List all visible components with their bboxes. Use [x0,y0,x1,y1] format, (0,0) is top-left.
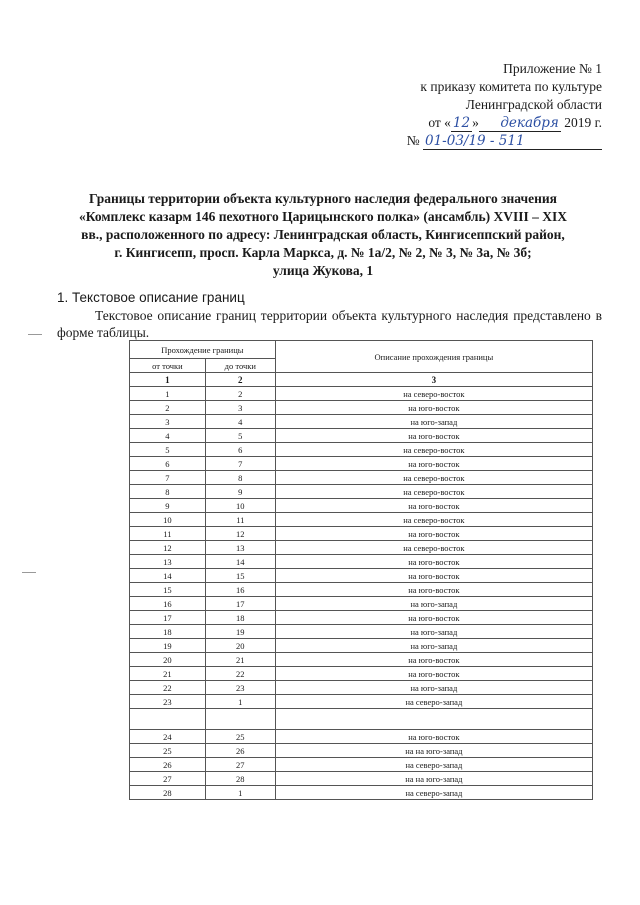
cell-from: 11 [130,527,206,541]
table-row [130,485,593,499]
cell-from: 25 [130,744,206,758]
cell-to: 19 [205,625,275,639]
date-day: 12 [452,115,471,131]
margin-mark [22,572,36,573]
cell-to: 27 [205,758,275,772]
cell-desc: на юго-запад [275,625,592,639]
cell-desc: на юго-восток [275,667,592,681]
cell-to: 2 [205,387,275,401]
table-row [130,625,593,639]
cell-to: 7 [205,457,275,471]
cell-desc: на юго-восток [275,583,592,597]
cell-desc: на северо-восток [275,513,592,527]
col-to-header: до точки [205,359,275,373]
table-row [130,653,593,667]
cell-desc: на юго-восток [275,611,592,625]
cell-from: 28 [130,786,206,800]
table-row [130,527,593,541]
cell-desc: на юго-восток [275,569,592,583]
cell-to: 8 [205,471,275,485]
order-number: № 01-03/19 - 511 [407,132,602,150]
table-row [130,387,593,401]
boundary-table [129,340,593,800]
table-gap-row [130,709,593,730]
cell-to: 28 [205,772,275,786]
table-row [130,758,593,772]
cell-from: 5 [130,443,206,457]
cell-from: 10 [130,513,206,527]
table-row [130,457,593,471]
cell-to: 23 [205,681,275,695]
cell-desc: на юго-запад [275,415,592,429]
cell-to: 21 [205,653,275,667]
table-row [130,695,593,709]
cell-from: 18 [130,625,206,639]
table-row [130,667,593,681]
cell-to: 15 [205,569,275,583]
cell-from: 12 [130,541,206,555]
region-name: Ленинградской области [465,97,602,112]
cell-from: 20 [130,653,206,667]
cell-desc: на юго-запад [275,597,592,611]
cell-to: 4 [205,415,275,429]
cell-from: 2 [130,401,206,415]
section-paragraph: Текстовое описание границ территории объекта культурного наследия представлено в форме таблицы. [57,308,602,340]
cell-desc: на юго-восток [275,429,592,443]
section-heading: 1. Текстовое описание границ [57,290,245,305]
cell-desc: на северо-восток [275,471,592,485]
cell-to: 17 [205,597,275,611]
cell-from: 27 [130,772,206,786]
cell-to: 25 [205,730,275,744]
cell-from: 3 [130,415,206,429]
cell-from: 1 [130,387,206,401]
table-row [130,569,593,583]
cell-from: 16 [130,597,206,611]
cell-to: 18 [205,611,275,625]
table-row [130,429,593,443]
cell-to: 6 [205,443,275,457]
cell-to: 11 [205,513,275,527]
order-date: от « 12 » декабря 2019 г. [428,115,602,131]
cell-desc: на юго-восток [275,457,592,471]
appendix-header [407,60,602,150]
cell-to: 5 [205,429,275,443]
cell-from: 23 [130,695,206,709]
table-row [130,471,593,485]
date-month: декабря [479,116,561,132]
cell-from: 22 [130,681,206,695]
cell-to: 26 [205,744,275,758]
cell-desc: на юго-восток [275,730,592,744]
cell-to: 14 [205,555,275,569]
cell-from: 6 [130,457,206,471]
cell-to: 12 [205,527,275,541]
order-number-value: 01-03/19 - 511 [423,134,602,150]
col-group-header: Прохождение границы [130,341,276,359]
cell-to: 13 [205,541,275,555]
cell-desc: на северо-восток [275,541,592,555]
cell-to: 1 [205,695,275,709]
cell-to: 22 [205,667,275,681]
cell-to: 16 [205,583,275,597]
cell-desc: на северо-восток [275,485,592,499]
table-row [130,730,593,744]
document-title: Границы территории объекта культурного наследия федерального значения «Комплекс казарм 146 пехотного Царицынского полка» (ансамбль) XVIII – XIX вв., расположенного по адресу: Ленинградская область, Кингисеппский район, г. Кингисепп, просп. Карла Маркса, д. № 1а/2, № 2, № 3, № 3а, № 3б; улица Жукова, 1 [79,191,567,278]
cell-from: 21 [130,667,206,681]
cell-from: 14 [130,569,206,583]
cell-desc: на юго-восток [275,401,592,415]
margin-mark [28,334,42,335]
table-row [130,744,593,758]
table-row [130,555,593,569]
cell-from: 24 [130,730,206,744]
cell-desc: на на юго-запад [275,744,592,758]
cell-desc: на северо-восток [275,443,592,457]
cell-desc: на северо-восток [275,387,592,401]
cell-desc: на юго-восток [275,499,592,513]
cell-from: 8 [130,485,206,499]
cell-desc: на северо-запад [275,786,592,800]
table-row [130,772,593,786]
table-row [130,513,593,527]
table-row [130,583,593,597]
cell-desc: на юго-восток [275,527,592,541]
table-row [130,401,593,415]
cell-from: 13 [130,555,206,569]
boundary-table-body [130,373,593,800]
cell-from: 17 [130,611,206,625]
cell-desc: на северо-запад [275,695,592,709]
col-from-header: от точки [130,359,206,373]
appendix-title: Приложение № 1 [503,61,602,76]
cell-desc: на на юго-запад [275,772,592,786]
cell-to: 1 [205,786,275,800]
table-row [130,639,593,653]
table-row [130,443,593,457]
cell-to: 9 [205,485,275,499]
cell-from: 26 [130,758,206,772]
cell-from: 4 [130,429,206,443]
table-row [130,681,593,695]
cell-desc: на юго-запад [275,639,592,653]
order-reference: к приказу комитета по культуре [420,79,602,94]
table-row [130,499,593,513]
table-row [130,597,593,611]
cell-from: 7 [130,471,206,485]
cell-to: 10 [205,499,275,513]
table-row [130,415,593,429]
cell-desc: на юго-восток [275,653,592,667]
column-number-row: 1 2 3 [130,373,593,387]
table-row [130,541,593,555]
cell-desc: на юго-восток [275,555,592,569]
cell-to: 20 [205,639,275,653]
cell-desc: на юго-запад [275,681,592,695]
cell-desc: на северо-запад [275,758,592,772]
table-row [130,786,593,800]
cell-from: 9 [130,499,206,513]
cell-to: 3 [205,401,275,415]
col-desc-header: Описание прохождения границы [275,341,592,373]
table-row [130,611,593,625]
cell-from: 19 [130,639,206,653]
cell-from: 15 [130,583,206,597]
